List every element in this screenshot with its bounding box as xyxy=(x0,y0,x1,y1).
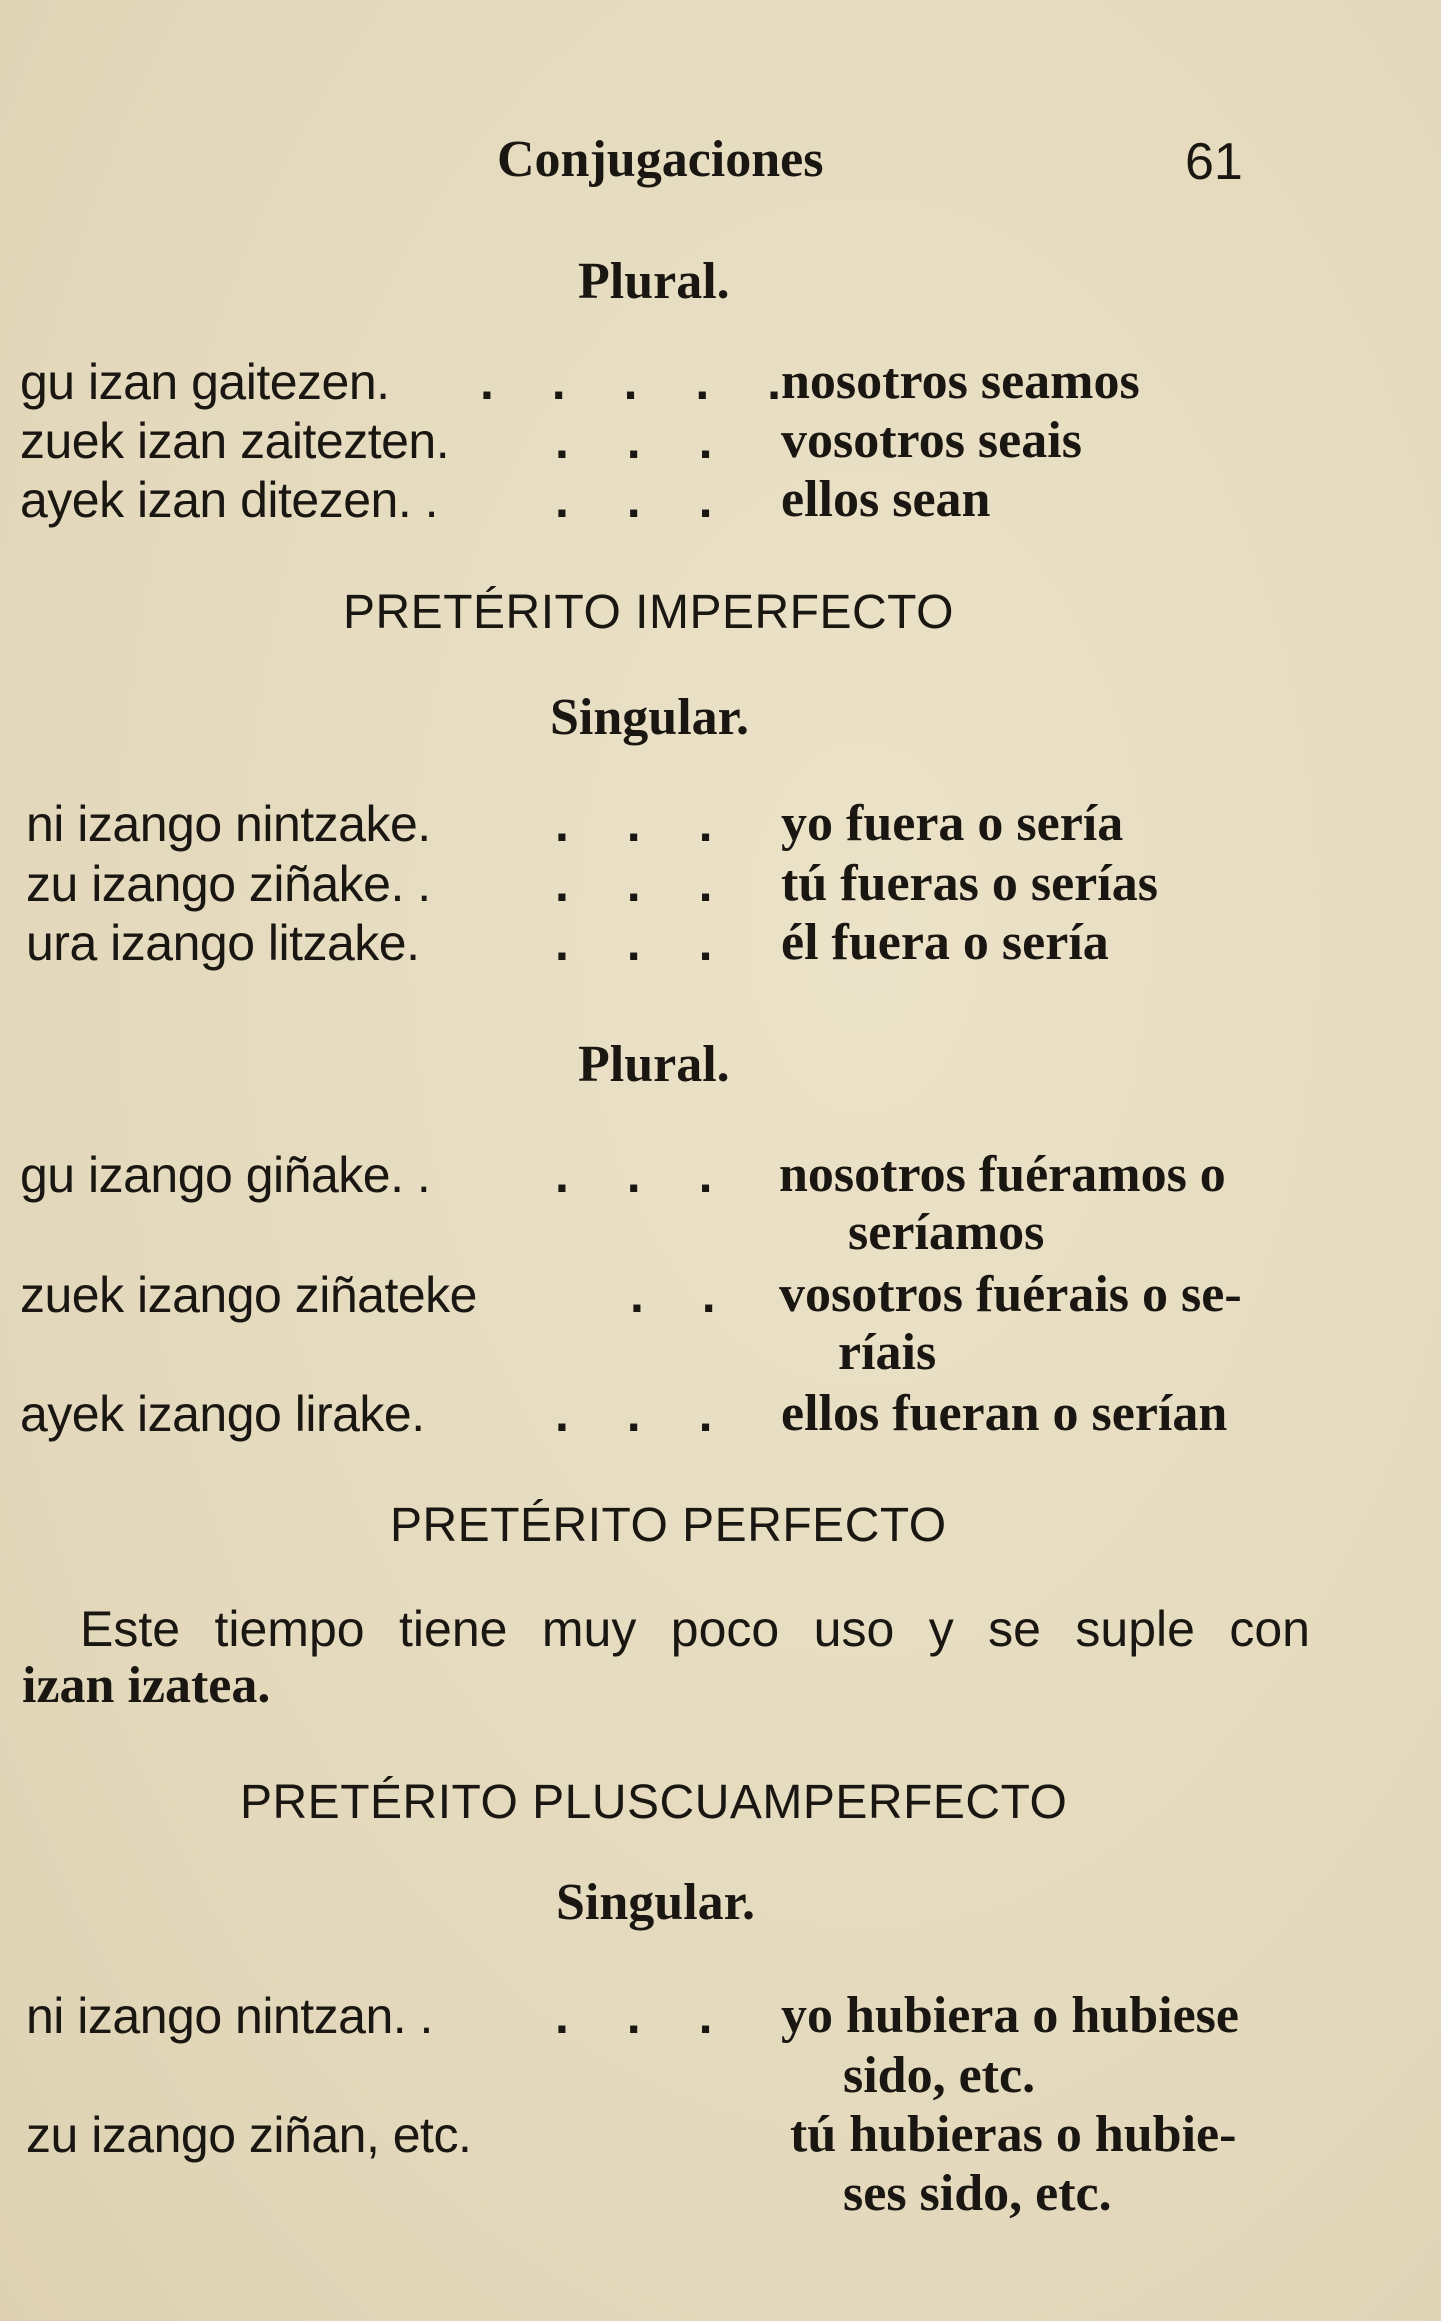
basque-line: gu izango giñake. . xyxy=(20,1147,431,1203)
paragraph-line: Este tiempo tiene muy poco uso y se suple con xyxy=(80,1601,1310,1657)
leader-dots: . . . . . xyxy=(480,354,804,410)
basque-line: ayek izango lirake. xyxy=(20,1386,425,1442)
paragraph-line: izan izatea. xyxy=(22,1657,271,1714)
spanish-line: tú fueras o serías xyxy=(781,855,1158,912)
page-number: 61 xyxy=(1185,133,1243,191)
basque-line: ura izango litzake. xyxy=(26,915,420,971)
basque-line: ayek izan ditezen. . xyxy=(20,472,439,528)
subheading-plural: Plural. xyxy=(578,253,730,310)
subheading-plural: Plural. xyxy=(578,1036,730,1093)
spanish-line: vosotros seais xyxy=(781,412,1082,469)
leader-dots: . . . xyxy=(555,915,735,971)
leader-dots: . . . xyxy=(555,1386,735,1442)
basque-line: zuek izango ziñateke xyxy=(20,1267,477,1323)
leader-dots: . . . xyxy=(555,413,735,469)
spanish-line-continuation: seríamos xyxy=(848,1204,1045,1261)
spanish-line: nosotros seamos xyxy=(781,353,1140,410)
spanish-line: ellos sean xyxy=(781,471,991,528)
spanish-line: yo hubiera o hubiese xyxy=(781,1987,1239,2044)
basque-line: zu izango ziñan, etc. xyxy=(26,2107,472,2163)
running-title: Conjugaciones xyxy=(497,131,824,188)
spanish-line: vosotros fuérais o se- xyxy=(779,1266,1242,1323)
leader-dots: . . . xyxy=(555,796,735,852)
basque-line: ni izango nintzan. . xyxy=(26,1988,433,2044)
leader-dots: . . . xyxy=(555,856,735,912)
subheading-singular: Singular. xyxy=(550,689,749,746)
basque-line: zu izango ziñake. . xyxy=(26,856,431,912)
section-title: PRETÉRITO IMPERFECTO xyxy=(343,586,954,639)
spanish-line: él fuera o sería xyxy=(781,914,1109,971)
basque-line: ni izango nintzake. xyxy=(26,796,431,852)
spanish-line: ellos fueran o serían xyxy=(781,1385,1228,1442)
basque-line: gu izan gaitezen. xyxy=(20,354,390,410)
subheading-singular: Singular. xyxy=(556,1874,755,1931)
spanish-line: tú hubieras o hubie- xyxy=(790,2106,1237,2163)
section-title: PRETÉRITO PLUSCUAMPERFECTO xyxy=(240,1776,1068,1829)
spanish-line-continuation: ríais xyxy=(838,1324,937,1381)
leader-dots: . . . xyxy=(555,1988,735,2044)
spanish-line: yo fuera o sería xyxy=(781,795,1124,852)
leader-dots: . . . xyxy=(555,1147,735,1203)
basque-line: zuek izan zaitezten. xyxy=(20,413,450,469)
leader-dots: . . xyxy=(630,1267,738,1323)
spanish-line: nosotros fuéramos o xyxy=(779,1146,1226,1203)
spanish-line-continuation: sido, etc. xyxy=(843,2047,1036,2104)
spanish-line-continuation: ses sido, etc. xyxy=(843,2165,1112,2222)
section-title: PRETÉRITO PERFECTO xyxy=(390,1499,947,1552)
leader-dots: . . . xyxy=(555,472,735,528)
